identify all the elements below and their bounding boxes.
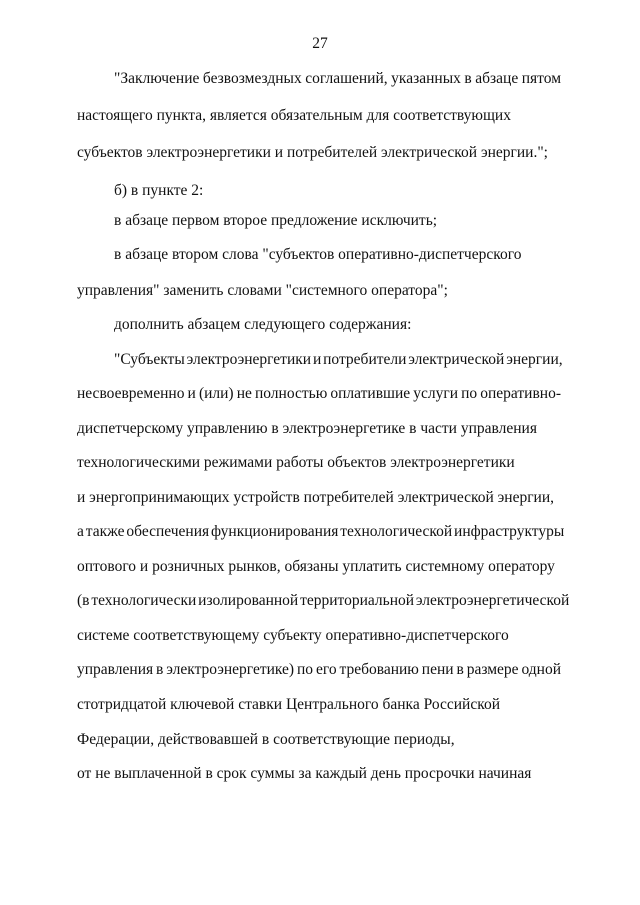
text-line: и энергопринимающих устройств потребителей электрической энергии, bbox=[77, 489, 555, 506]
text-line: "Субъекты электроэнергетики и потребители электрической энергии, bbox=[114, 351, 563, 368]
text-line: (в технологически изолированной территориальной электроэнергетической bbox=[77, 592, 570, 609]
text-line: в абзаце втором слова "субъектов оперативно-диспетчерского bbox=[114, 246, 522, 263]
text-line: а также обеспечения функционирования технологической инфраструктуры bbox=[77, 523, 565, 540]
text-line: "Заключение безвозмездных соглашений, указанных в абзаце пятом bbox=[114, 70, 561, 87]
text-line: настоящего пункта, является обязательным для соответствующих bbox=[77, 107, 511, 124]
text-line: диспетчерскому управлению в электроэнергетике в части управления bbox=[77, 420, 537, 437]
text-line: субъектов электроэнергетики и потребителей электрической энергии."; bbox=[77, 144, 548, 161]
text-line: б) в пункте 2: bbox=[114, 182, 204, 199]
page-number: 27 bbox=[312, 35, 328, 52]
text-line: Федерации, действовавшей в соответствующие периоды, bbox=[77, 731, 455, 748]
text-line: от не выплаченной в срок суммы за каждый день просрочки начиная bbox=[77, 765, 532, 782]
text-line: оптового и розничных рынков, обязаны уплатить системному оператору bbox=[77, 558, 555, 575]
text-line: технологическими режимами работы объектов электроэнергетики bbox=[77, 454, 515, 471]
text-line: системе соответствующему субъекту оперативно-диспетчерского bbox=[77, 627, 509, 644]
text-line: управления в электроэнергетике) по его требованию пени в размере одной bbox=[77, 661, 561, 678]
text-line: управления" заменить словами "системного оператора"; bbox=[77, 282, 448, 299]
text-line: несвоевременно и (или) не полностью оплатившие услуги по оперативно- bbox=[77, 385, 561, 402]
text-line: в абзаце первом второе предложение исключить; bbox=[114, 212, 438, 229]
text-line: стотридцатой ключевой ставки Центрального банка Российской bbox=[77, 696, 500, 713]
text-line: дополнить абзацем следующего содержания: bbox=[114, 316, 412, 333]
